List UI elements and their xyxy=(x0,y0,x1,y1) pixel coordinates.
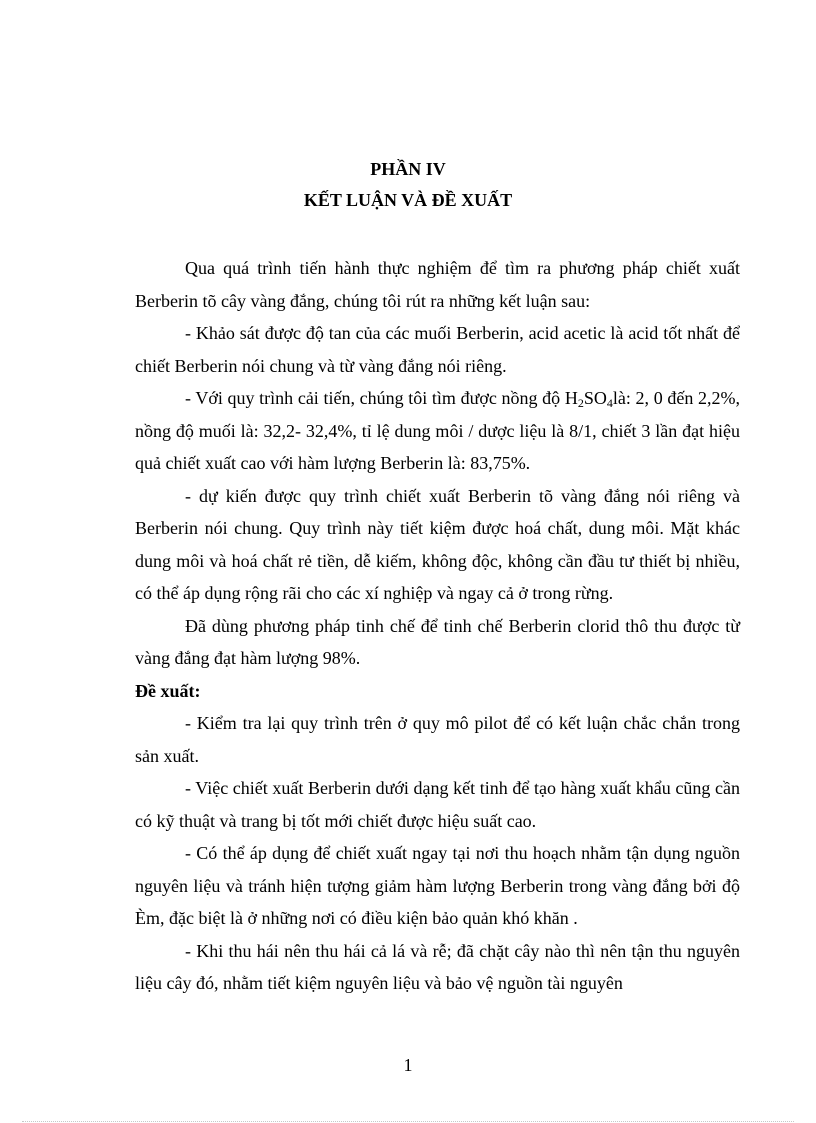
conclusion-item-concentration xyxy=(135,382,740,480)
conclusion-paragraph: Đã dùng phương pháp tinh chế để tinh chế Berberin clorid thô thu được từ vàng đắng đạt hàm lượng 98%. xyxy=(135,615,740,668)
proposal-heading: Đề xuất: xyxy=(135,680,201,701)
conclusion-text: là: 2, 0 đến 2,2%, nồng độ muối là: 32,2- 32,4%, tỉ lệ dung môi / dược liệu là 8/1, chiết 3 lần đạt hiệu quả chiết xuất cao với hàm lượng Berberin là: 83,75%. xyxy=(135,388,740,473)
formula-text: SO xyxy=(583,388,607,408)
subscript: 4 xyxy=(606,396,613,410)
proposal-item: - Khi thu hái nên thu hái cả lá và rễ; đã chặt cây nào thì nên tận thu nguyên liệu cây đó, nhằm tiết kiệm nguyên liệu và bảo vệ nguồn tài nguyên xyxy=(135,940,740,993)
subscript: 2 xyxy=(577,396,584,410)
proposal-item: - Kiểm tra lại quy trình trên ở quy mô pilot để có kết luận chắc chắn trong sản xuất. xyxy=(135,713,740,766)
part-title: PHẦN IV xyxy=(370,159,446,179)
conclusion-item: - Khảo sát được độ tan của các muối Berberin, acid acetic là acid tốt nhất để chiết Berberin nói chung và từ vàng đắng nói riêng. xyxy=(135,323,740,376)
conclusion-item: - dự kiến được quy trình chiết xuất Berberin tõ vàng đắng nói riêng và Berberin nói chung. Quy trình này tiết kiệm được hoá chất, dung môi. Mặt khác dung môi và hoá chất rẻ tiền, dễ kiếm, không độc, không cần đầu tư thiết bị nhiều, có thể áp dụng rộng rãi cho các xí nghiệp và ngay cả ở trong rừng. xyxy=(135,485,740,603)
document-body xyxy=(135,252,740,1000)
proposal-item: - Việc chiết xuất Berberin dưới dạng kết tinh để tạo hàng xuất khẩu cũng cần có kỹ thuật và trang bị tốt mới chiết được hiệu suất cao. xyxy=(135,778,740,831)
conclusion-text: - Với quy trình cải tiến, chúng tôi tìm được nồng độ H xyxy=(185,388,578,408)
intro-paragraph: Qua quá trình tiến hành thực nghiệm để tìm ra phương pháp chiết xuất Berberin tõ cây vàng đắng, chúng tôi rút ra những kết luận sau: xyxy=(135,258,740,311)
page-bottom-divider xyxy=(22,1121,794,1122)
proposal-item: - Có thể áp dụng để chiết xuất ngay tại nơi thu hoạch nhằm tận dụng nguồn nguyên liệu và tránh hiện tượng giảm hàm lượng Berberin trong vàng đắng bởi độ Èm, đặc biệt là ở những nơi có điều kiện bảo quản khó khăn . xyxy=(135,843,740,928)
section-title: KẾT LUẬN VÀ ĐỀ XUẤT xyxy=(303,190,513,210)
page-number: 1 xyxy=(403,1055,413,1075)
